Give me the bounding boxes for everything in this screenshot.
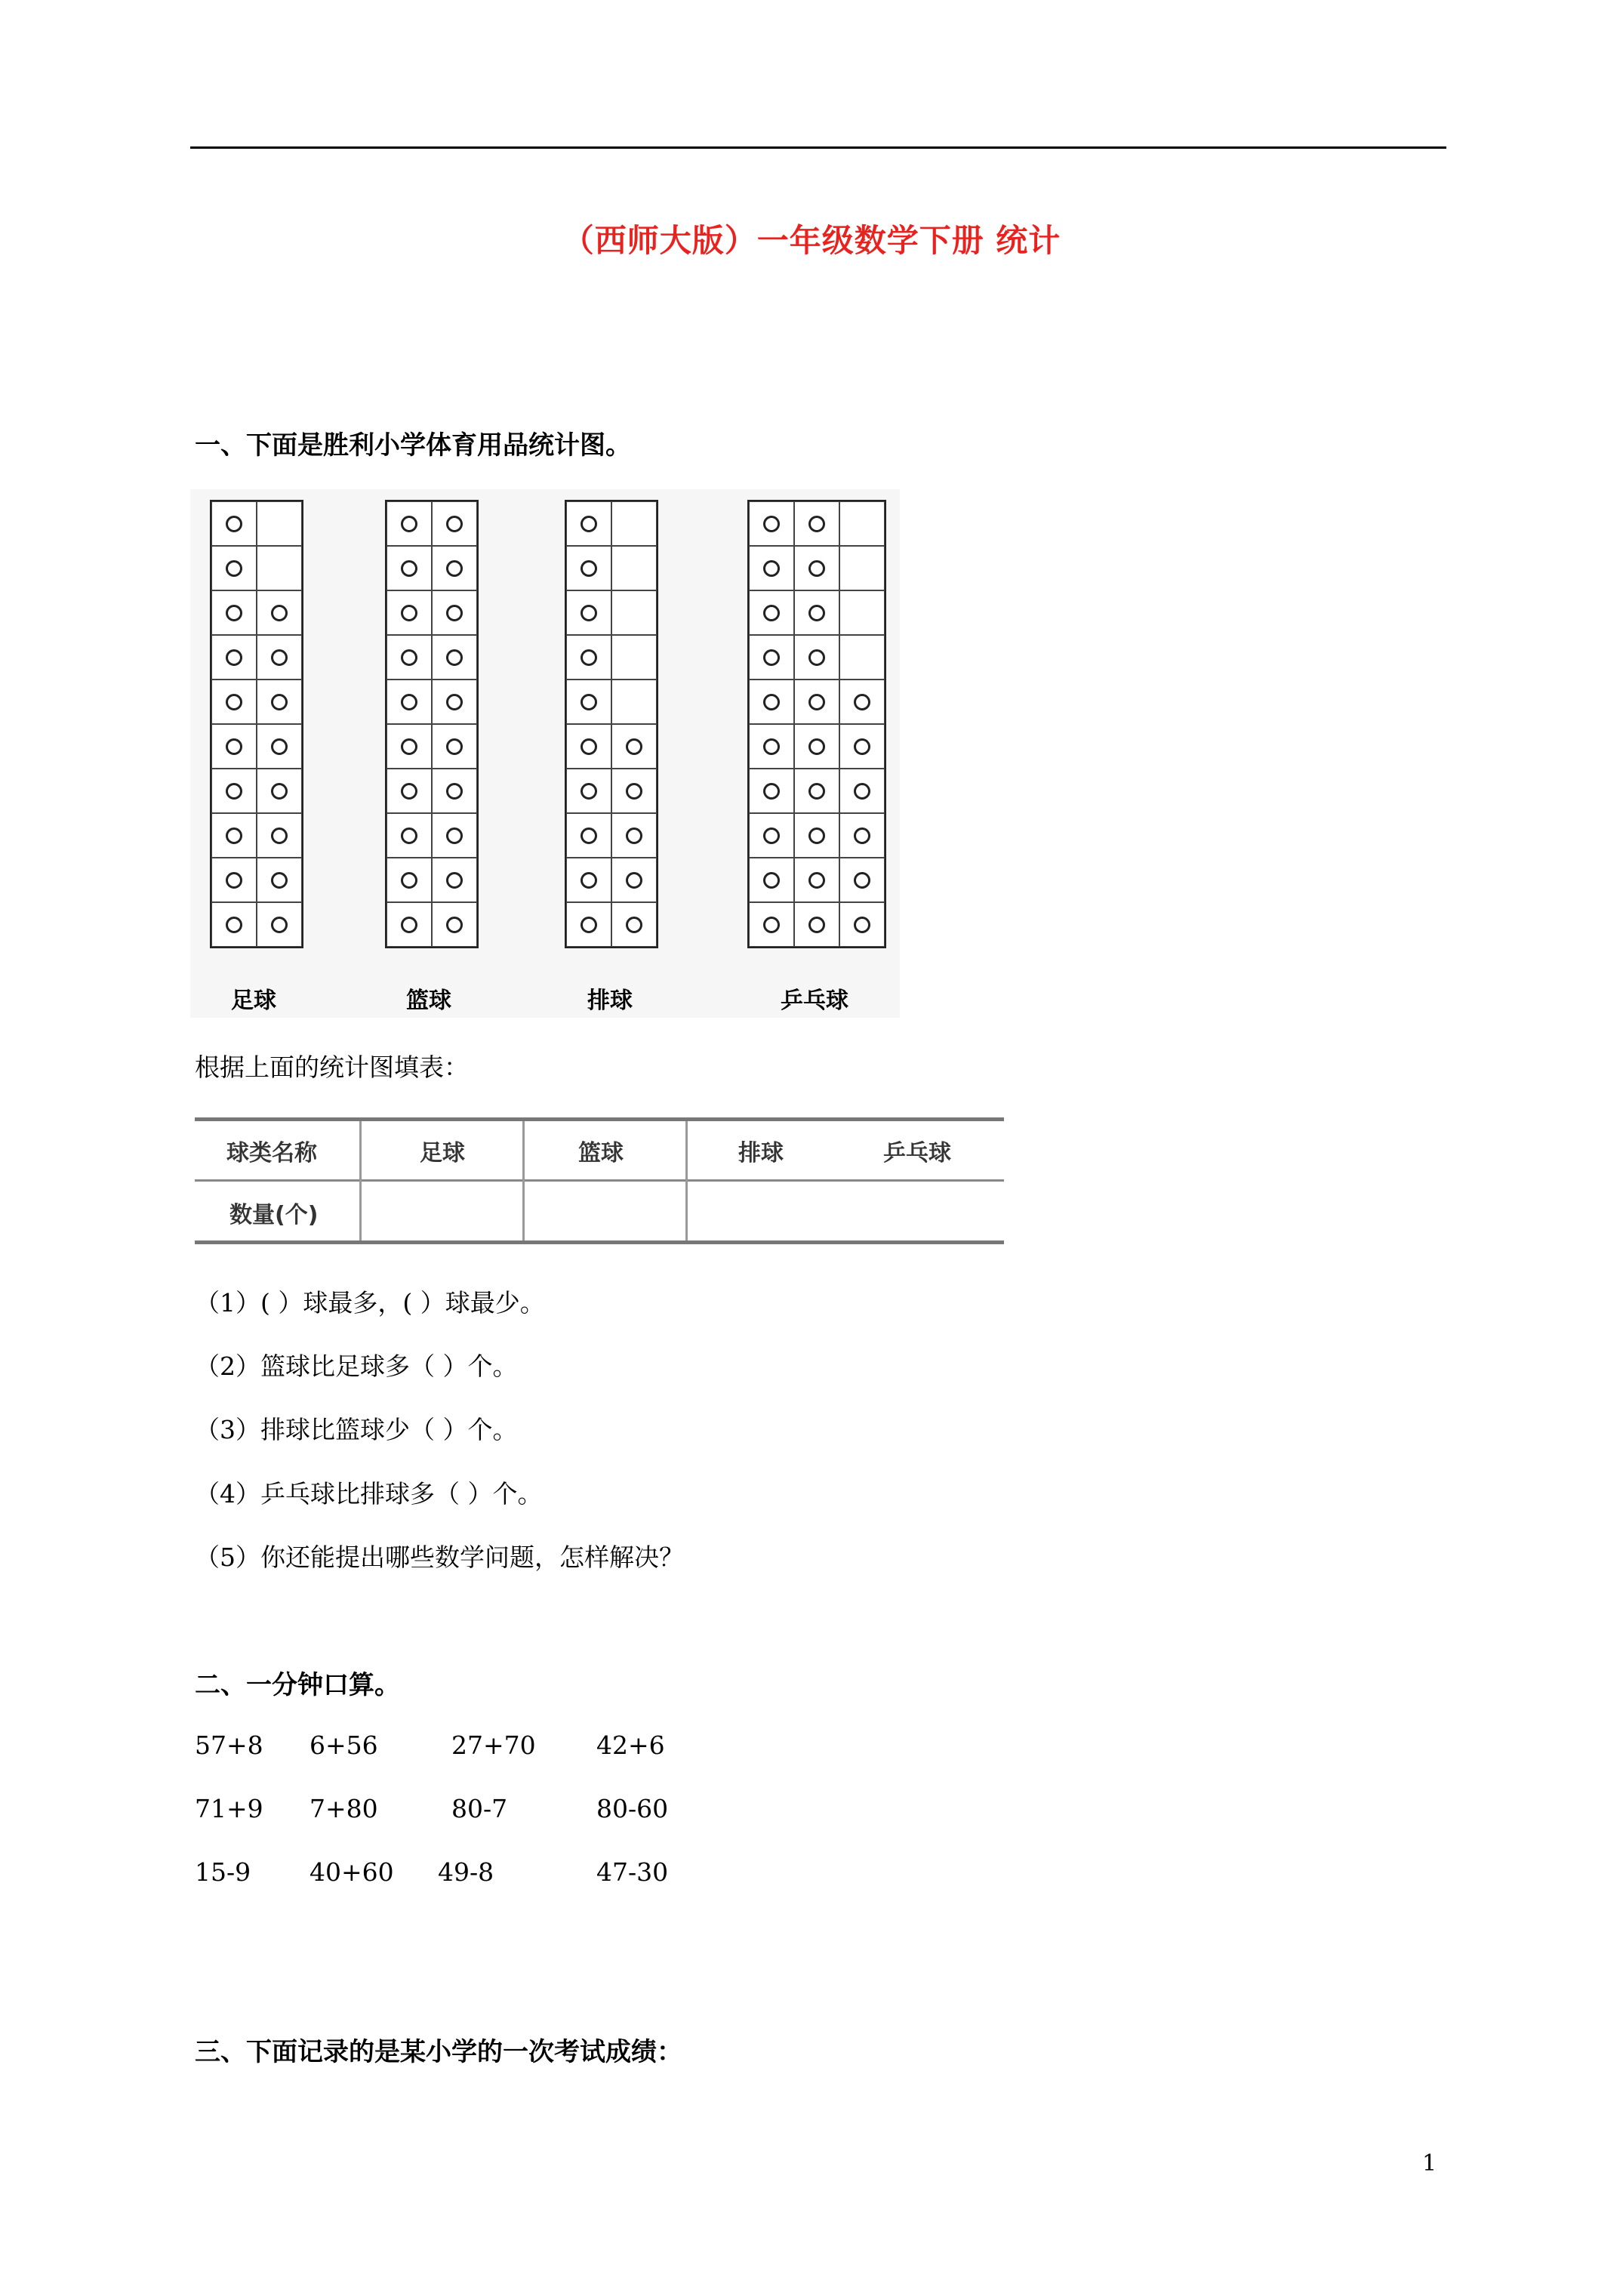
chart-ball-mark <box>226 649 242 666</box>
chart-grid-cell <box>839 546 885 590</box>
chart-grid-cell <box>432 635 477 680</box>
chart-grid-cell <box>257 546 302 590</box>
chart-grid-cell <box>257 724 302 769</box>
chart-grid-cell <box>749 813 794 858</box>
chart-grid-cell <box>749 858 794 902</box>
chart-grid-cell <box>211 769 257 813</box>
chart-grid-cell <box>387 546 432 590</box>
chart-ball-mark <box>226 516 242 532</box>
table-header-cell: 乒乓球 <box>883 1140 951 1166</box>
chart-grid-cell <box>257 635 302 680</box>
chart-grid-cell <box>611 635 657 680</box>
chart-ball-mark <box>854 917 870 933</box>
chart-ball-mark <box>581 560 597 577</box>
chart-ball-mark <box>446 516 463 532</box>
calc-item: 80-60 <box>596 1794 669 1823</box>
chart-ball-mark <box>854 694 870 710</box>
chart-ball-mark <box>581 783 597 800</box>
calc-item: 57+8 <box>195 1730 263 1760</box>
chart-ball-mark <box>401 827 417 844</box>
chart-ball-mark <box>226 783 242 800</box>
chart-ball-mark <box>763 694 780 710</box>
chart-label: 篮球 <box>406 988 451 1014</box>
chart-label: 足球 <box>231 988 276 1014</box>
chart-ball-mark <box>763 783 780 800</box>
section3-heading: 三、下面记录的是某小学的一次考试成绩： <box>195 2037 682 2067</box>
chart-ball-mark <box>271 649 288 666</box>
chart-grid-cell <box>839 858 885 902</box>
chart-grid-cell <box>566 813 611 858</box>
chart-ball-mark <box>808 694 825 710</box>
chart-ball-mark <box>401 783 417 800</box>
chart-grid-cell <box>794 724 839 769</box>
chart-ball-mark <box>854 827 870 844</box>
chart-grid-cell <box>566 902 611 947</box>
chart-ball-mark <box>808 783 825 800</box>
chart-grid-cell <box>257 902 302 947</box>
header-rule <box>190 146 1446 149</box>
chart-grid-cell <box>794 769 839 813</box>
chart-grid-cell <box>794 680 839 724</box>
chart-grid-cell <box>211 680 257 724</box>
chart-grid-cell <box>257 501 302 546</box>
chart-grid-cell <box>432 858 477 902</box>
chart-ball-mark <box>401 738 417 755</box>
chart-grid-cell <box>749 902 794 947</box>
chart-grid-cell <box>611 858 657 902</box>
chart-ball-mark <box>808 605 825 621</box>
chart-ball-mark <box>808 649 825 666</box>
chart-grid-cell <box>387 813 432 858</box>
chart-ball-mark <box>226 872 242 889</box>
chart-grid-cell <box>839 590 885 635</box>
chart-grid-cell <box>432 769 477 813</box>
chart-ball-mark <box>401 649 417 666</box>
chart-grid-cell <box>257 813 302 858</box>
chart-grid-cell <box>839 724 885 769</box>
chart-grid-cell <box>387 769 432 813</box>
chart-grid-cell <box>432 680 477 724</box>
chart-grid-cell <box>839 635 885 680</box>
chart-ball-mark <box>808 917 825 933</box>
chart-ball-mark <box>446 783 463 800</box>
chart-ball-mark <box>763 917 780 933</box>
calc-item: 71+9 <box>195 1794 263 1823</box>
chart-grid-cell <box>566 635 611 680</box>
chart-grid-cell <box>387 680 432 724</box>
chart-grid-cell <box>794 546 839 590</box>
chart-ball-mark <box>581 605 597 621</box>
chart-ball-mark <box>446 738 463 755</box>
chart-column-basketball <box>385 500 479 948</box>
chart-grid-cell <box>211 858 257 902</box>
chart-grid-cell <box>566 858 611 902</box>
table-header-cell: 排球 <box>738 1140 784 1166</box>
table-header-cell: 篮球 <box>578 1140 624 1166</box>
section2-heading: 二、一分钟口算。 <box>195 1670 400 1700</box>
chart-grid-cell <box>839 501 885 546</box>
chart-ball-mark <box>226 738 242 755</box>
calc-item: 49-8 <box>438 1857 494 1887</box>
chart-ball-mark <box>763 872 780 889</box>
chart-column-pingpong <box>747 500 886 948</box>
chart-grid-cell <box>611 680 657 724</box>
calc-item: 47-30 <box>596 1857 669 1887</box>
chart-grid-cell <box>566 680 611 724</box>
chart-grid-cell <box>387 858 432 902</box>
chart-grid-cell <box>257 590 302 635</box>
chart-grid-cell <box>211 813 257 858</box>
chart-grid-cell <box>211 635 257 680</box>
chart-grid-cell <box>839 680 885 724</box>
chart-grid-cell <box>211 902 257 947</box>
chart-ball-mark <box>271 605 288 621</box>
chart-ball-mark <box>626 827 642 844</box>
fill-table-prompt: 根据上面的统计图填表： <box>195 1052 469 1082</box>
chart-ball-mark <box>401 872 417 889</box>
chart-grid-cell <box>211 590 257 635</box>
chart-grid-cell <box>839 902 885 947</box>
calc-item: 7+80 <box>310 1794 378 1823</box>
calc-item: 6+56 <box>310 1730 378 1760</box>
chart-ball-mark <box>626 917 642 933</box>
chart-grid-cell <box>566 590 611 635</box>
chart-ball-mark <box>763 516 780 532</box>
chart-ball-mark <box>581 649 597 666</box>
chart-ball-mark <box>226 917 242 933</box>
chart-grid-cell <box>257 680 302 724</box>
chart-grid-cell <box>566 769 611 813</box>
chart-grid-cell <box>566 501 611 546</box>
chart-grid-cell <box>387 635 432 680</box>
chart-grid-cell <box>211 501 257 546</box>
chart-ball-mark <box>626 872 642 889</box>
section1-heading: 一、下面是胜利小学体育用品统计图。 <box>195 430 631 461</box>
chart-ball-mark <box>808 738 825 755</box>
question-5: （5）你还能提出哪些数学问题，怎样解决？ <box>195 1542 684 1572</box>
calc-item: 15-9 <box>195 1857 251 1887</box>
chart-ball-mark <box>763 827 780 844</box>
fill-in-table <box>195 1117 1004 1244</box>
chart-ball-mark <box>226 827 242 844</box>
chart-ball-mark <box>581 694 597 710</box>
chart-grid-cell <box>432 724 477 769</box>
calc-item: 40+60 <box>310 1857 394 1887</box>
question-2: （2）篮球比足球多（ ）个。 <box>195 1351 518 1381</box>
chart-ball-mark <box>581 516 597 532</box>
chart-ball-mark <box>271 783 288 800</box>
chart-grid-cell <box>566 546 611 590</box>
chart-grid-cell <box>749 590 794 635</box>
chart-grid-cell <box>432 546 477 590</box>
chart-grid-cell <box>211 724 257 769</box>
chart-label: 乒乓球 <box>781 988 848 1014</box>
chart-ball-mark <box>226 694 242 710</box>
chart-ball-mark <box>271 917 288 933</box>
chart-ball-mark <box>226 560 242 577</box>
chart-grid-cell <box>749 680 794 724</box>
chart-grid-cell <box>211 546 257 590</box>
chart-grid-cell <box>387 501 432 546</box>
question-1: （1）( ）球最多，( ）球最少。 <box>195 1288 545 1318</box>
chart-grid-cell <box>749 501 794 546</box>
chart-grid-cell <box>611 501 657 546</box>
calc-item: 42+6 <box>596 1730 665 1760</box>
calc-item: 80-7 <box>451 1794 508 1823</box>
chart-grid-cell <box>749 635 794 680</box>
chart-ball-mark <box>446 605 463 621</box>
question-4: （4）乒乓球比排球多（ ）个。 <box>195 1479 543 1509</box>
chart-grid-cell <box>794 858 839 902</box>
chart-grid-cell <box>566 724 611 769</box>
chart-ball-mark <box>763 649 780 666</box>
calc-item: 27+70 <box>451 1730 536 1760</box>
chart-ball-mark <box>626 783 642 800</box>
chart-ball-mark <box>401 605 417 621</box>
chart-grid-cell <box>839 813 885 858</box>
chart-grid-cell <box>611 546 657 590</box>
chart-ball-mark <box>271 694 288 710</box>
chart-ball-mark <box>808 516 825 532</box>
chart-ball-mark <box>581 827 597 844</box>
page-number: 1 <box>1422 2150 1437 2177</box>
chart-column-volleyball <box>565 500 658 948</box>
pictograph-chart <box>190 489 900 1018</box>
chart-grid-cell <box>611 769 657 813</box>
chart-ball-mark <box>401 560 417 577</box>
chart-ball-mark <box>763 738 780 755</box>
chart-ball-mark <box>854 738 870 755</box>
chart-grid-cell <box>387 902 432 947</box>
chart-ball-mark <box>446 694 463 710</box>
chart-grid-cell <box>794 635 839 680</box>
table-header-cell: 球类名称 <box>226 1140 317 1166</box>
chart-column-football <box>210 500 303 948</box>
chart-ball-mark <box>446 872 463 889</box>
chart-grid-cell <box>749 546 794 590</box>
chart-ball-mark <box>226 605 242 621</box>
chart-grid-cell <box>432 902 477 947</box>
chart-ball-mark <box>854 783 870 800</box>
chart-ball-mark <box>446 560 463 577</box>
chart-ball-mark <box>626 738 642 755</box>
chart-ball-mark <box>763 560 780 577</box>
chart-grid-cell <box>611 902 657 947</box>
chart-label: 排球 <box>587 988 633 1014</box>
chart-grid-cell <box>387 724 432 769</box>
chart-ball-mark <box>401 917 417 933</box>
page-title: （西师大版）一年级数学下册 统计 <box>562 222 1061 259</box>
table-row-label: 数量(个) <box>229 1202 319 1228</box>
chart-grid-cell <box>794 501 839 546</box>
chart-ball-mark <box>446 917 463 933</box>
chart-ball-mark <box>401 694 417 710</box>
chart-ball-mark <box>271 738 288 755</box>
chart-ball-mark <box>808 872 825 889</box>
chart-grid-cell <box>611 813 657 858</box>
chart-grid-cell <box>749 724 794 769</box>
chart-grid-cell <box>257 858 302 902</box>
chart-ball-mark <box>854 872 870 889</box>
chart-ball-mark <box>581 738 597 755</box>
question-3: （3）排球比篮球少（ ）个。 <box>195 1415 518 1444</box>
chart-ball-mark <box>271 827 288 844</box>
chart-ball-mark <box>446 649 463 666</box>
chart-ball-mark <box>581 872 597 889</box>
chart-grid-cell <box>432 501 477 546</box>
chart-grid-cell <box>257 769 302 813</box>
chart-grid-cell <box>611 590 657 635</box>
chart-ball-mark <box>581 917 597 933</box>
chart-ball-mark <box>808 560 825 577</box>
chart-ball-mark <box>763 605 780 621</box>
table-header-cell: 足球 <box>420 1140 465 1166</box>
chart-ball-mark <box>401 516 417 532</box>
chart-ball-mark <box>271 872 288 889</box>
chart-grid-cell <box>387 590 432 635</box>
chart-grid-cell <box>794 902 839 947</box>
chart-ball-mark <box>808 827 825 844</box>
chart-grid-cell <box>432 813 477 858</box>
chart-ball-mark <box>446 827 463 844</box>
chart-grid-cell <box>839 769 885 813</box>
chart-grid-cell <box>432 590 477 635</box>
chart-grid-cell <box>794 813 839 858</box>
chart-grid-cell <box>794 590 839 635</box>
chart-grid-cell <box>749 769 794 813</box>
chart-grid-cell <box>611 724 657 769</box>
